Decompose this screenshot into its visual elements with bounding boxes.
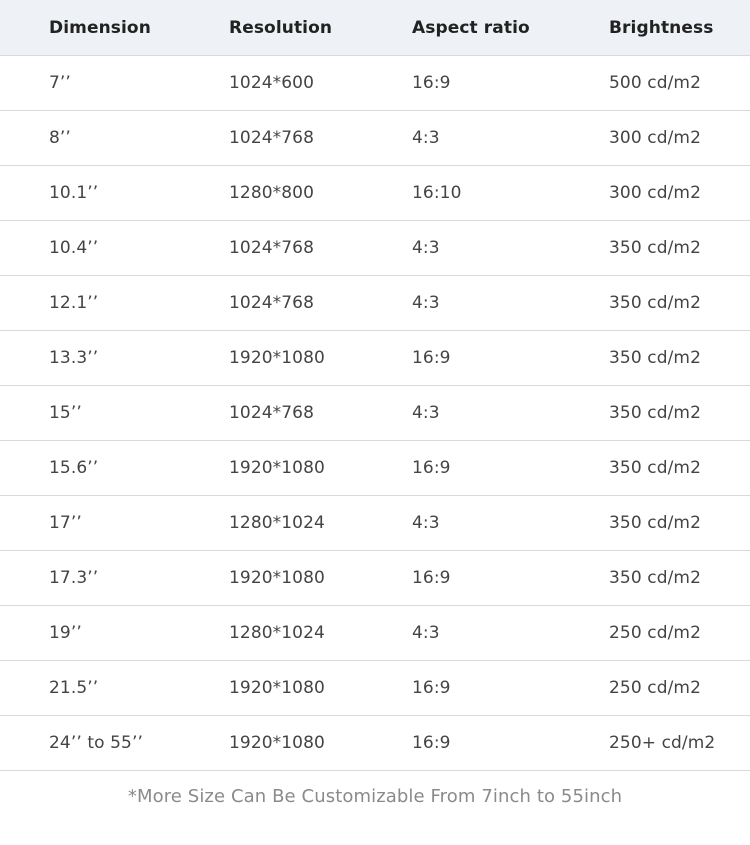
cell-brightness: 350 cd/m2 <box>609 293 701 313</box>
cell-aspect-ratio: 16:9 <box>412 348 451 368</box>
cell-dimension: 13.3’’ <box>49 348 99 368</box>
cell-resolution: 1920*1080 <box>229 348 325 368</box>
table-row <box>0 56 750 111</box>
cell-brightness: 350 cd/m2 <box>609 458 701 478</box>
cell-aspect-ratio: 4:3 <box>412 128 440 148</box>
cell-brightness: 350 cd/m2 <box>609 568 701 588</box>
cell-resolution: 1024*768 <box>229 403 315 423</box>
cell-brightness: 350 cd/m2 <box>609 513 701 533</box>
cell-resolution: 1920*1080 <box>229 678 325 698</box>
table-row <box>0 606 750 661</box>
cell-resolution: 1280*800 <box>229 183 315 203</box>
cell-resolution: 1024*768 <box>229 238 315 258</box>
cell-brightness: 500 cd/m2 <box>609 73 701 93</box>
cell-aspect-ratio: 16:9 <box>412 458 451 478</box>
table-row <box>0 111 750 166</box>
cell-resolution: 1024*768 <box>229 128 315 148</box>
header-dimension: Dimension <box>49 17 151 38</box>
cell-dimension: 8’’ <box>49 128 71 148</box>
table-row <box>0 386 750 441</box>
cell-aspect-ratio: 16:9 <box>412 73 451 93</box>
table-row <box>0 661 750 716</box>
cell-brightness: 350 cd/m2 <box>609 238 701 258</box>
cell-dimension: 12.1’’ <box>49 293 99 313</box>
cell-brightness: 250 cd/m2 <box>609 678 701 698</box>
table-row <box>0 221 750 276</box>
cell-resolution: 1024*600 <box>229 73 315 93</box>
cell-aspect-ratio: 4:3 <box>412 623 440 643</box>
cell-dimension: 24’’ to 55’’ <box>49 733 143 753</box>
header-brightness: Brightness <box>609 17 714 38</box>
cell-dimension: 10.1’’ <box>49 183 99 203</box>
cell-aspect-ratio: 16:9 <box>412 733 451 753</box>
cell-aspect-ratio: 16:10 <box>412 183 462 203</box>
cell-aspect-ratio: 4:3 <box>412 513 440 533</box>
cell-dimension: 21.5’’ <box>49 678 99 698</box>
cell-resolution: 1280*1024 <box>229 513 325 533</box>
table-row <box>0 166 750 221</box>
table-row <box>0 551 750 606</box>
cell-aspect-ratio: 4:3 <box>412 293 440 313</box>
table-row <box>0 496 750 551</box>
cell-aspect-ratio: 4:3 <box>412 238 440 258</box>
cell-resolution: 1920*1080 <box>229 568 325 588</box>
cell-dimension: 17’’ <box>49 513 82 533</box>
cell-dimension: 15.6’’ <box>49 458 99 478</box>
cell-dimension: 19’’ <box>49 623 82 643</box>
cell-dimension: 17.3’’ <box>49 568 99 588</box>
cell-brightness: 350 cd/m2 <box>609 348 701 368</box>
table-row <box>0 331 750 386</box>
cell-brightness: 350 cd/m2 <box>609 403 701 423</box>
cell-resolution: 1920*1080 <box>229 733 325 753</box>
cell-brightness: 300 cd/m2 <box>609 183 701 203</box>
cell-brightness: 250+ cd/m2 <box>609 733 716 753</box>
cell-aspect-ratio: 4:3 <box>412 403 440 423</box>
cell-brightness: 250 cd/m2 <box>609 623 701 643</box>
cell-brightness: 300 cd/m2 <box>609 128 701 148</box>
cell-resolution: 1920*1080 <box>229 458 325 478</box>
cell-aspect-ratio: 16:9 <box>412 678 451 698</box>
table-row <box>0 276 750 331</box>
cell-dimension: 15’’ <box>49 403 82 423</box>
cell-resolution: 1280*1024 <box>229 623 325 643</box>
cell-aspect-ratio: 16:9 <box>412 568 451 588</box>
table-row <box>0 716 750 771</box>
cell-dimension: 10.4’’ <box>49 238 99 258</box>
table-header-row <box>0 0 750 56</box>
header-aspect-ratio: Aspect ratio <box>412 17 530 38</box>
cell-dimension: 7’’ <box>49 73 71 93</box>
header-resolution: Resolution <box>229 17 333 38</box>
cell-resolution: 1024*768 <box>229 293 315 313</box>
footnote: *More Size Can Be Customizable From 7inch to 55inch <box>127 786 623 807</box>
table-row <box>0 441 750 496</box>
